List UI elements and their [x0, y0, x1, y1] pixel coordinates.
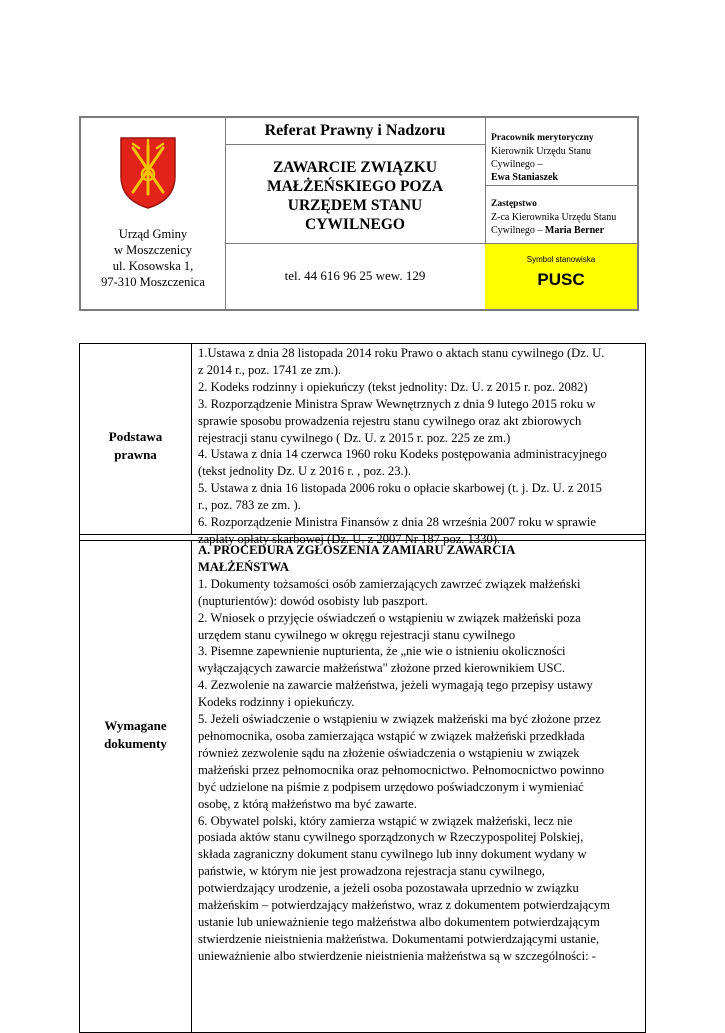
text-line: 1. Dokumenty tożsamości osób zamierzających zawrzeć związek małżeński — [198, 576, 581, 591]
address-line: 97-310 Moszczenica — [101, 275, 205, 289]
title-column — [225, 118, 486, 309]
required-documents-text — [198, 542, 641, 965]
info-table — [79, 343, 646, 1033]
label-line: Podstawa — [108, 429, 163, 444]
symbol-code: PUSC — [537, 270, 585, 289]
phone-row — [225, 243, 485, 312]
office-address — [81, 226, 225, 290]
required-documents-label-cell — [80, 541, 191, 1032]
deputy-name: Maria Berner — [544, 225, 605, 236]
text-line: 2. Wniosek o przyjęcie oświadczeń o wstąpieniu w związek małżeński poza — [198, 610, 581, 625]
text-line: 1.Ustawa z dnia 28 listopada 2014 roku Prawo o aktach stanu cywilnego (Dz. U. — [198, 346, 605, 360]
document-title — [225, 158, 485, 234]
section-heading: MAŁŻEŃSTWA — [198, 559, 289, 574]
text-line: składa zagraniczny dokument stanu cywilnego lub inny dokument wydany w — [198, 847, 587, 862]
address-line: ul. Kosowska 1, — [112, 259, 194, 273]
text-line: 4. Ustawa z dnia 14 czerwca 1960 roku Kodeks postępowania administracyjnego — [198, 447, 607, 462]
text-line: posiada aktów stanu cywilnego sporządzonych w Rzeczypospolitej Polskiej, — [198, 830, 584, 845]
text-line: 6. Rozporządzenie Ministra Finansów z dnia 28 września 2007 roku w sprawie — [198, 515, 597, 530]
text-line: 5. Ustawa z dnia 16 listopada 2006 roku o opłacie skarbowej (t. j. Dz. U. z 2015 — [198, 481, 602, 496]
coat-of-arms-icon — [119, 136, 177, 210]
required-documents-content-cell — [191, 541, 645, 1032]
address-line: Urząd Gminy — [118, 227, 188, 241]
legal-basis-text — [198, 345, 641, 548]
text-line: państwie, w którym nie jest prowadzona rejestracja stanu cywilnego, — [198, 864, 545, 879]
label-line: prawna — [114, 447, 157, 462]
row-separator — [80, 534, 645, 541]
deputy-label: Zastępstwo — [491, 199, 537, 209]
text-line: wyłączających zawarcie małżeństwa" złożone przed kierownikiem USC. — [198, 661, 566, 676]
deputy-role: Z-ca Kierownika Urzędu Stanu — [491, 212, 617, 223]
text-line: 5. Jeżeli oświadczenie o wstąpieniu w związek małżeński ma być złożone przez — [198, 712, 601, 727]
title-line: CYWILNEGO — [305, 216, 405, 233]
legal-basis-label-cell — [80, 344, 191, 534]
text-line: Kodeks rodzinny i opiekuńczy. — [198, 695, 355, 710]
text-line: zapłaty opłaty skarbowej (Dz. U. z 2007 Nr 187 poz. 1330). — [198, 531, 501, 546]
text-line: sprawie sposobu prowadzenia rejestru stanu cywilnego oraz akt zbiorowych — [198, 413, 582, 428]
text-line: r., poz. 783 ze zm. ). — [198, 498, 301, 513]
text-line: z 2014 r., poz. 1741 ze zm.). — [198, 362, 342, 377]
legal-basis-content-cell — [191, 344, 645, 546]
text-line: 3. Rozporządzenie Ministra Spraw Wewnętrznych z dnia 9 lutego 2015 roku w — [198, 396, 596, 411]
text-line: pełnomocnika, osoba zamierzająca wstąpić w związek małżeński przedkłada — [198, 728, 585, 743]
text-line: potwierdzający urodzenie, a jeżeli osoba pozostawała uprzednio w związku — [198, 881, 579, 896]
deputy-role-line — [491, 224, 616, 237]
text-line: osobę, z którą małżeństwo ma być zawarte. — [198, 796, 417, 811]
worker-role: Cywilnego – — [491, 159, 543, 170]
deputy-role: Cywilnego – — [491, 225, 545, 236]
label-line: Wymagane — [104, 718, 167, 733]
text-line: małżeńskim – potwierdzający małżeństwo, wraz z dokumentem potwierdzającym — [198, 898, 610, 913]
position-symbol-box — [485, 243, 637, 309]
worker-role: Kierownik Urzędu Stanu — [491, 146, 591, 157]
staff-column — [485, 118, 637, 309]
deputy-info — [491, 198, 616, 237]
worker-info — [491, 132, 594, 184]
department-name: Referat Prawny i Nadzoru — [225, 122, 485, 145]
title-line: MAŁŻEŃSKIEGO POZA — [266, 178, 444, 195]
text-line: urzędem stanu cywilnego w okręgu rejestracji stanu cywilnego — [198, 627, 516, 642]
text-line: 4. Zezwolenie na zawarcie małżeństwa, jeżeli wymagają tego przepisy ustawy — [198, 678, 593, 693]
text-line: być udzielone na piśmie z podpisem urzędowo poświadczonym i wymieniać — [198, 779, 584, 794]
address-line: w Moszczenicy — [113, 243, 193, 257]
title-line: ZAWARCIE ZWIĄZKU — [272, 159, 438, 176]
office-column — [81, 118, 226, 309]
worker-label: Pracownik merytoryczny — [491, 133, 594, 143]
title-line: URZĘDEM STANU — [287, 197, 423, 214]
text-line: (tekst jednolity Dz. U z 2016 r. , poz. 23.). — [198, 464, 412, 479]
required-documents-label — [80, 717, 191, 753]
text-line: 6. Obywatel polski, który zamierza wstąpić w związek małżeński, lecz nie — [198, 813, 573, 828]
text-line: 2. Kodeks rodzinny i opiekuńczy (tekst jednolity: Dz. U. z 2015 r. poz. 2082) — [198, 379, 588, 394]
text-line: (nupturientów): dowód osobisty lub paszport. — [198, 593, 428, 608]
text-line: również zezwolenie sądu na złożenie oświadczenia o wstąpieniu w związek — [198, 745, 580, 760]
text-line: 3. Pisemne zapewnienie nupturienta, że „nie wie o istnieniu okoliczności — [198, 644, 566, 659]
phone-number: tel. 44 616 96 25 wew. 129 — [284, 268, 426, 283]
section-heading: A. PROCEDURA ZGŁOSZENIA ZAMIARU ZAWARCIA — [198, 543, 516, 557]
worker-name: Ewa Staniaszek — [491, 172, 558, 183]
text-line: ustanie lub unieważnienie tego małżeństwa albo dokumentem potwierdzającym — [198, 914, 600, 929]
symbol-label: Symbol stanowiska — [526, 255, 596, 264]
text-line: unieważnienie albo stwierdzenie nieistnienia małżeństwa są w szczególności: - — [198, 948, 596, 963]
text-line: stwierdzenie nieistnienia małżeństwa. Dokumentami potwierdzającymi ustanie, — [198, 931, 600, 946]
legal-basis-label — [80, 428, 191, 464]
text-line: rejestracji stanu cywilnego ( Dz. U. z 2015 r. poz. 225 ze zm.) — [198, 430, 511, 445]
divider — [485, 185, 637, 186]
header-box — [79, 116, 639, 311]
text-line: małżeński przez pełnomocnika oraz pełnomocnictwo. Pełnomocnictwo powinno — [198, 762, 605, 777]
label-line: dokumenty — [104, 736, 167, 751]
